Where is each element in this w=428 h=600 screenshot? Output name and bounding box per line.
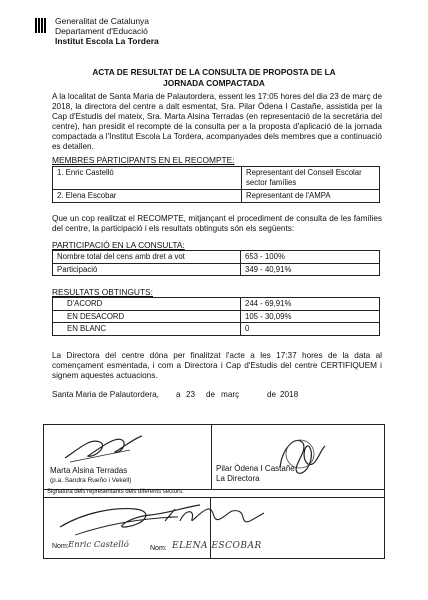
right-signer-role: La Directora — [216, 474, 260, 483]
table-row — [53, 251, 380, 264]
date-line — [52, 390, 382, 401]
result-value: 0 — [241, 323, 380, 336]
members-table — [52, 166, 380, 203]
result-label: D'ACORD — [53, 298, 241, 311]
header-line-1: Generalitat de Catalunya — [55, 16, 150, 26]
nom-value-1: Enric Castelló — [68, 540, 129, 550]
date-de-2: de — [267, 390, 277, 399]
reps-label: Signatura dels representants dels diferents sectors: — [47, 489, 184, 495]
date-a: a — [176, 390, 181, 399]
header-line-2: Departament d'Educació — [55, 26, 148, 36]
closing-paragraph: La Directora del centre dóna per finalitzat l'acte a les 17:37 hores de la data al començament esmentada, i com a Directora i Cap d'Estudis del centre CERTIFIQUEM i signem aquestes actuacions. — [52, 351, 382, 381]
participation-label: Participació — [53, 263, 241, 276]
intro-paragraph: A la localitat de Santa Maria de Palautordera, essent les 17:05 hores del dia 23 de març de 2018, la directora del centre a dalt esmentat, Sra. Pilar Òdena I Castañe, assistida per la Cap d'Estudis del mateix, Sra. Marta Alsina Terradas (en representació de la secretària del centre), han presidit el recompte de la consulta per a la proposta d'aplicació de la jornada compactada a l'Institut Escola La Tordera, acompanyades dels membres que a continuació es detallen. — [52, 92, 382, 152]
member-role: Representant de l'AMPA — [242, 190, 380, 203]
results-table — [52, 297, 380, 336]
participation-value: 349 - 40,91% — [241, 263, 380, 276]
date-month: març — [221, 390, 240, 399]
member-role: Representant del Consell Escolar sector famílies — [242, 167, 380, 190]
doc-title-line-1: ACTA DE RESULTAT DE LA CONSULTA DE PROPOSTA DE LA — [92, 67, 336, 77]
nom-value-2: ELENA ESCOBAR — [172, 541, 262, 551]
date-de-1: de — [206, 390, 216, 399]
participation-table — [52, 250, 380, 276]
table-row — [53, 263, 380, 276]
result-value: 244 - 69,91% — [241, 298, 380, 311]
member-name: 2. Elena Escobar — [53, 190, 242, 203]
signature-escobar-icon — [160, 503, 270, 533]
signature-alsina-icon — [60, 428, 150, 468]
result-label: EN DESACORD — [53, 310, 241, 323]
date-year: 2018 — [280, 390, 299, 399]
participation-label: Nombre total del cens amb dret a vot — [53, 251, 241, 264]
participation-heading: PARTICIPACIÓ EN LA CONSULTA: — [52, 240, 185, 250]
signature-odena-icon — [270, 428, 330, 478]
table-row — [53, 298, 380, 311]
participation-value: 653 - 100% — [241, 251, 380, 264]
right-signer-name: Pilar Òdena I Castañe — [216, 464, 295, 473]
date-place: Santa Maria de Palautordera, — [52, 390, 159, 399]
generalitat-logo-icon — [35, 18, 48, 33]
doc-title-line-2: JORNADA COMPACTADA — [163, 78, 265, 88]
nom-label-2: Nom: — [150, 545, 167, 552]
left-signer-note: (p.a. Sandra Rueño i Vekell) — [50, 477, 132, 484]
table-row — [53, 323, 380, 336]
nom-label-1: Nom: — [52, 543, 69, 550]
result-label: EN BLANC — [53, 323, 241, 336]
result-value: 105 - 30,09% — [241, 310, 380, 323]
results-heading: RESULTATS OBTINGUTS: — [52, 287, 153, 297]
table-row — [53, 167, 380, 190]
member-name: 1. Enric Castelló — [53, 167, 242, 190]
procedure-paragraph: Que un cop realitzat el RECOMPTE, mitjançant el procediment de consulta de les famílies del centre, la participació i els resultats obtinguts són els següents: — [52, 214, 382, 234]
date-day: 23 — [186, 390, 196, 399]
table-row — [53, 190, 380, 203]
header-line-3: Institut Escola La Tordera — [55, 36, 159, 46]
members-heading: MEMBRES PARTICIPANTS EN EL RECOMPTE: — [52, 155, 235, 165]
table-row — [53, 310, 380, 323]
left-signer-name: Marta Alsina Terradas — [50, 466, 128, 475]
